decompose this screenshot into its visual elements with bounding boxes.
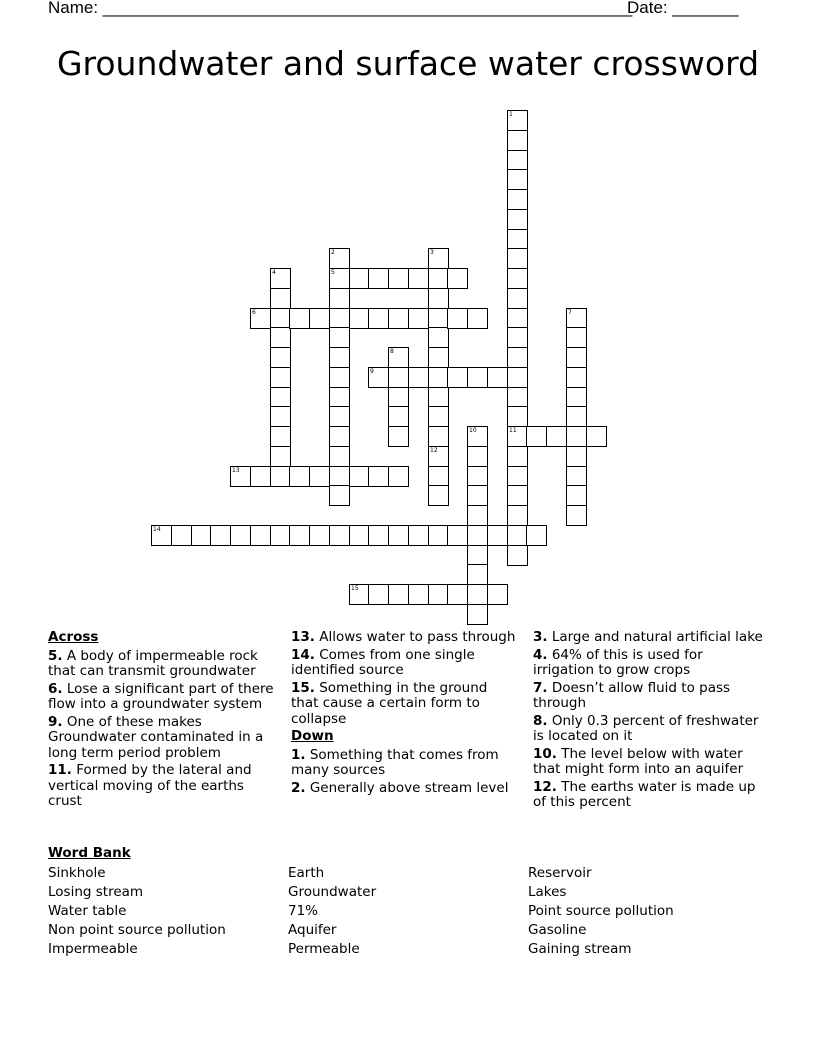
crossword-cell[interactable] [507, 466, 528, 487]
crossword-cell[interactable] [329, 268, 350, 289]
crossword-cell[interactable] [467, 545, 488, 566]
crossword-cell[interactable] [586, 426, 607, 447]
clues-column-3 [533, 630, 768, 813]
crossword-cell[interactable] [428, 327, 449, 348]
word-bank-item: Lakes [528, 884, 567, 900]
clue-across-15: 15. Something in the ground that cause a certain form to collapse [291, 679, 488, 727]
crossword-cell[interactable] [408, 308, 429, 329]
crossword-cell[interactable] [566, 387, 587, 408]
crossword-cell[interactable] [210, 525, 231, 546]
crossword-cell[interactable] [546, 426, 567, 447]
crossword-cell[interactable] [171, 525, 192, 546]
crossword-cell[interactable] [566, 466, 587, 487]
crossword-cell[interactable] [230, 525, 251, 546]
crossword-cell[interactable] [270, 387, 291, 408]
crossword-cell[interactable] [368, 466, 389, 487]
word-bank-item: Permeable [288, 941, 360, 957]
crossword-cell[interactable] [428, 446, 449, 467]
crossword-cell[interactable] [428, 248, 449, 269]
crossword-cell[interactable] [467, 525, 488, 546]
crossword-cell[interactable] [507, 189, 528, 210]
crossword-cell[interactable] [329, 466, 350, 487]
word-bank-item: Aquifer [288, 922, 337, 938]
crossword-cell[interactable] [270, 308, 291, 329]
crossword-cell[interactable] [270, 268, 291, 289]
crossword-cell[interactable] [408, 367, 429, 388]
crossword-cell[interactable] [151, 525, 172, 546]
crossword-cell[interactable] [566, 406, 587, 427]
crossword-cell[interactable] [270, 426, 291, 447]
crossword-cell[interactable] [447, 367, 468, 388]
crossword-cell[interactable] [428, 288, 449, 309]
crossword-cell[interactable] [428, 367, 449, 388]
crossword-cell[interactable] [566, 308, 587, 329]
crossword-cell[interactable] [270, 446, 291, 467]
crossword-cell[interactable] [566, 426, 587, 447]
crossword-cell[interactable] [566, 367, 587, 388]
cell-number: 1 [509, 111, 513, 118]
clue-down-4: 4. 64% of this is used for irrigation to grow crops [533, 646, 703, 678]
crossword-cell[interactable] [368, 367, 389, 388]
crossword-cell[interactable] [447, 525, 468, 546]
cell-number: 7 [568, 309, 572, 316]
crossword-cell[interactable] [270, 327, 291, 348]
word-bank-column-2 [288, 864, 376, 959]
crossword-cell[interactable] [428, 525, 449, 546]
crossword-cell[interactable] [329, 426, 350, 447]
crossword-cell[interactable] [507, 426, 528, 447]
word-bank-item: Non point source pollution [48, 922, 226, 938]
crossword-cell[interactable] [289, 525, 310, 546]
down-heading: Down [291, 728, 334, 744]
crossword-cell[interactable] [388, 367, 409, 388]
date-field-label: Date: _______ [627, 0, 739, 17]
cell-number: 5 [331, 269, 335, 276]
crossword-cell[interactable] [507, 229, 528, 250]
crossword-cell[interactable] [566, 446, 587, 467]
crossword-cell[interactable] [507, 525, 528, 546]
clue-down-2: 2. Generally above stream level [291, 779, 509, 796]
crossword-cell[interactable] [368, 525, 389, 546]
crossword-cell[interactable] [388, 584, 409, 605]
clue-down-10: 10. The level below with water that might form into an aquifer [533, 745, 744, 777]
cell-number: 11 [509, 427, 517, 434]
clue-across-13: 13. Allows water to pass through [291, 629, 516, 645]
crossword-cell[interactable] [507, 268, 528, 289]
crossword-cell[interactable] [507, 327, 528, 348]
crossword-cell[interactable] [408, 584, 429, 605]
name-field-label: Name: ________________________________________________________ [48, 0, 633, 17]
crossword-cell[interactable] [388, 426, 409, 447]
crossword-cell[interactable] [349, 525, 370, 546]
word-bank-item: Earth [288, 865, 325, 881]
crossword-cell[interactable] [507, 446, 528, 467]
word-bank-column-3 [528, 864, 674, 959]
crossword-cell[interactable] [507, 209, 528, 230]
word-bank-item: Groundwater [288, 884, 377, 900]
crossword-cell[interactable] [250, 466, 271, 487]
crossword-cell[interactable] [428, 268, 449, 289]
crossword-cell[interactable] [329, 347, 350, 368]
crossword-cell[interactable] [329, 327, 350, 348]
crossword-cell[interactable] [191, 525, 212, 546]
crossword-cell[interactable] [447, 308, 468, 329]
crossword-cell[interactable] [270, 288, 291, 309]
crossword-cell[interactable] [467, 584, 488, 605]
crossword-cell[interactable] [487, 584, 508, 605]
crossword-cell[interactable] [467, 426, 488, 447]
crossword-cell[interactable] [250, 525, 271, 546]
crossword-cell[interactable] [250, 308, 271, 329]
clue-down-1: 1. Something that comes from many sources [291, 746, 499, 778]
crossword-cell[interactable] [388, 406, 409, 427]
word-bank-item: Impermeable [48, 941, 138, 957]
crossword-cell[interactable] [230, 466, 251, 487]
word-bank-heading: Word Bank [48, 845, 131, 861]
crossword-cell[interactable] [447, 268, 468, 289]
crossword-cell[interactable] [428, 406, 449, 427]
crossword-cell[interactable] [428, 466, 449, 487]
cell-number: 12 [430, 447, 438, 454]
crossword-cell[interactable] [329, 248, 350, 269]
crossword-cell[interactable] [526, 525, 547, 546]
crossword-cell[interactable] [329, 446, 350, 467]
clues-column-2 [291, 630, 516, 798]
cell-number: 10 [469, 427, 477, 434]
crossword-cell[interactable] [467, 485, 488, 506]
crossword-cell[interactable] [289, 308, 310, 329]
cell-number: 2 [331, 249, 335, 256]
word-bank-item: Reservoir [528, 865, 592, 881]
crossword-cell[interactable] [507, 485, 528, 506]
crossword-cell[interactable] [467, 367, 488, 388]
crossword-cell[interactable] [309, 308, 330, 329]
crossword-cell[interactable] [447, 584, 468, 605]
word-bank-item: Sinkhole [48, 865, 106, 881]
clue-across-5: 5. A body of impermeable rock that can transmit groundwater [48, 647, 258, 679]
crossword-cell[interactable] [507, 169, 528, 190]
clues-column-1 [48, 630, 278, 812]
word-bank-item: Losing stream [48, 884, 144, 900]
cell-number: 8 [390, 348, 394, 355]
crossword-cell[interactable] [428, 485, 449, 506]
crossword-cell[interactable] [349, 466, 370, 487]
crossword-cell[interactable] [507, 367, 528, 388]
crossword-cell[interactable] [329, 485, 350, 506]
crossword-cell[interactable] [349, 308, 370, 329]
crossword-cell[interactable] [507, 347, 528, 368]
clue-across-14: 14. Comes from one single identified source [291, 646, 475, 678]
crossword-cell[interactable] [368, 268, 389, 289]
crossword-cell[interactable] [388, 387, 409, 408]
cell-number: 3 [430, 249, 434, 256]
cell-number: 9 [370, 368, 374, 375]
crossword-cell[interactable] [428, 347, 449, 368]
crossword-cell[interactable] [507, 545, 528, 566]
crossword-cell[interactable] [388, 466, 409, 487]
crossword-cell[interactable] [368, 308, 389, 329]
crossword-cell[interactable] [507, 130, 528, 151]
crossword-cell[interactable] [467, 466, 488, 487]
crossword-cell[interactable] [309, 466, 330, 487]
clue-down-12: 12. The earths water is made up of this percent [533, 778, 756, 810]
crossword-cell[interactable] [428, 308, 449, 329]
clue-across-9: 9. One of these makes Groundwater contaminated in a long term period problem [48, 713, 264, 761]
page-title: Groundwater and surface water crossword [56, 44, 760, 83]
crossword-cell[interactable] [388, 525, 409, 546]
across-heading: Across [48, 629, 99, 645]
word-bank-item: Point source pollution [528, 903, 674, 919]
crossword-cell[interactable] [408, 525, 429, 546]
crossword-cell[interactable] [526, 426, 547, 447]
word-bank-item: Gaining stream [528, 941, 632, 957]
crossword-cell[interactable] [507, 406, 528, 427]
clue-down-7: 7. Doesn’t allow fluid to pass through [533, 679, 731, 711]
crossword-cell[interactable] [388, 308, 409, 329]
crossword-cell[interactable] [270, 525, 291, 546]
crossword-cell[interactable] [428, 426, 449, 447]
crossword-cell[interactable] [349, 584, 370, 605]
crossword-cell[interactable] [329, 387, 350, 408]
crossword-cell[interactable] [507, 288, 528, 309]
crossword-cell[interactable] [388, 268, 409, 289]
crossword-cell[interactable] [368, 584, 389, 605]
crossword-cell[interactable] [408, 268, 429, 289]
crossword-cell[interactable] [566, 485, 587, 506]
crossword-cell[interactable] [467, 604, 488, 625]
crossword-cell[interactable] [566, 327, 587, 348]
crossword-cell[interactable] [270, 466, 291, 487]
cell-number: 4 [272, 269, 276, 276]
crossword-cell[interactable] [487, 525, 508, 546]
crossword-cell[interactable] [270, 406, 291, 427]
crossword-cell[interactable] [467, 308, 488, 329]
crossword-cell[interactable] [487, 367, 508, 388]
crossword-cell[interactable] [428, 387, 449, 408]
crossword-cell[interactable] [428, 584, 449, 605]
crossword-cell[interactable] [507, 110, 528, 131]
word-bank-item: Water table [48, 903, 127, 919]
crossword-cell[interactable] [467, 446, 488, 467]
crossword-cell[interactable] [329, 406, 350, 427]
crossword-cell[interactable] [507, 308, 528, 329]
clue-down-8: 8. Only 0.3 percent of freshwater is located on it [533, 712, 759, 744]
crossword-cell[interactable] [566, 347, 587, 368]
word-bank-item: 71% [288, 903, 319, 919]
clue-across-6: 6. Lose a significant part of there flow into a groundwater system [48, 680, 274, 712]
crossword-cell[interactable] [349, 268, 370, 289]
cell-number: 6 [252, 309, 256, 316]
crossword-cell[interactable] [467, 505, 488, 526]
crossword-cell[interactable] [507, 248, 528, 269]
cell-number: 15 [351, 585, 359, 592]
crossword-cell[interactable] [329, 525, 350, 546]
crossword-cell[interactable] [388, 347, 409, 368]
crossword-cell[interactable] [507, 150, 528, 171]
crossword-cell[interactable] [270, 367, 291, 388]
crossword-cell[interactable] [329, 288, 350, 309]
crossword-cell[interactable] [329, 308, 350, 329]
cell-number: 14 [153, 526, 161, 533]
cell-number: 13 [232, 467, 240, 474]
crossword-cell[interactable] [309, 525, 330, 546]
crossword-cell[interactable] [566, 505, 587, 526]
clue-down-3: 3. Large and natural artificial lake [533, 629, 763, 645]
word-bank-item: Gasoline [528, 922, 587, 938]
crossword-cell[interactable] [289, 466, 310, 487]
crossword-cell[interactable] [467, 564, 488, 585]
crossword-cell[interactable] [329, 367, 350, 388]
crossword-cell[interactable] [507, 505, 528, 526]
crossword-cell[interactable] [507, 387, 528, 408]
crossword-cell[interactable] [270, 347, 291, 368]
clue-across-11: 11. Formed by the lateral and vertical moving of the earths crust [48, 762, 252, 809]
word-bank-column-1 [48, 864, 226, 959]
